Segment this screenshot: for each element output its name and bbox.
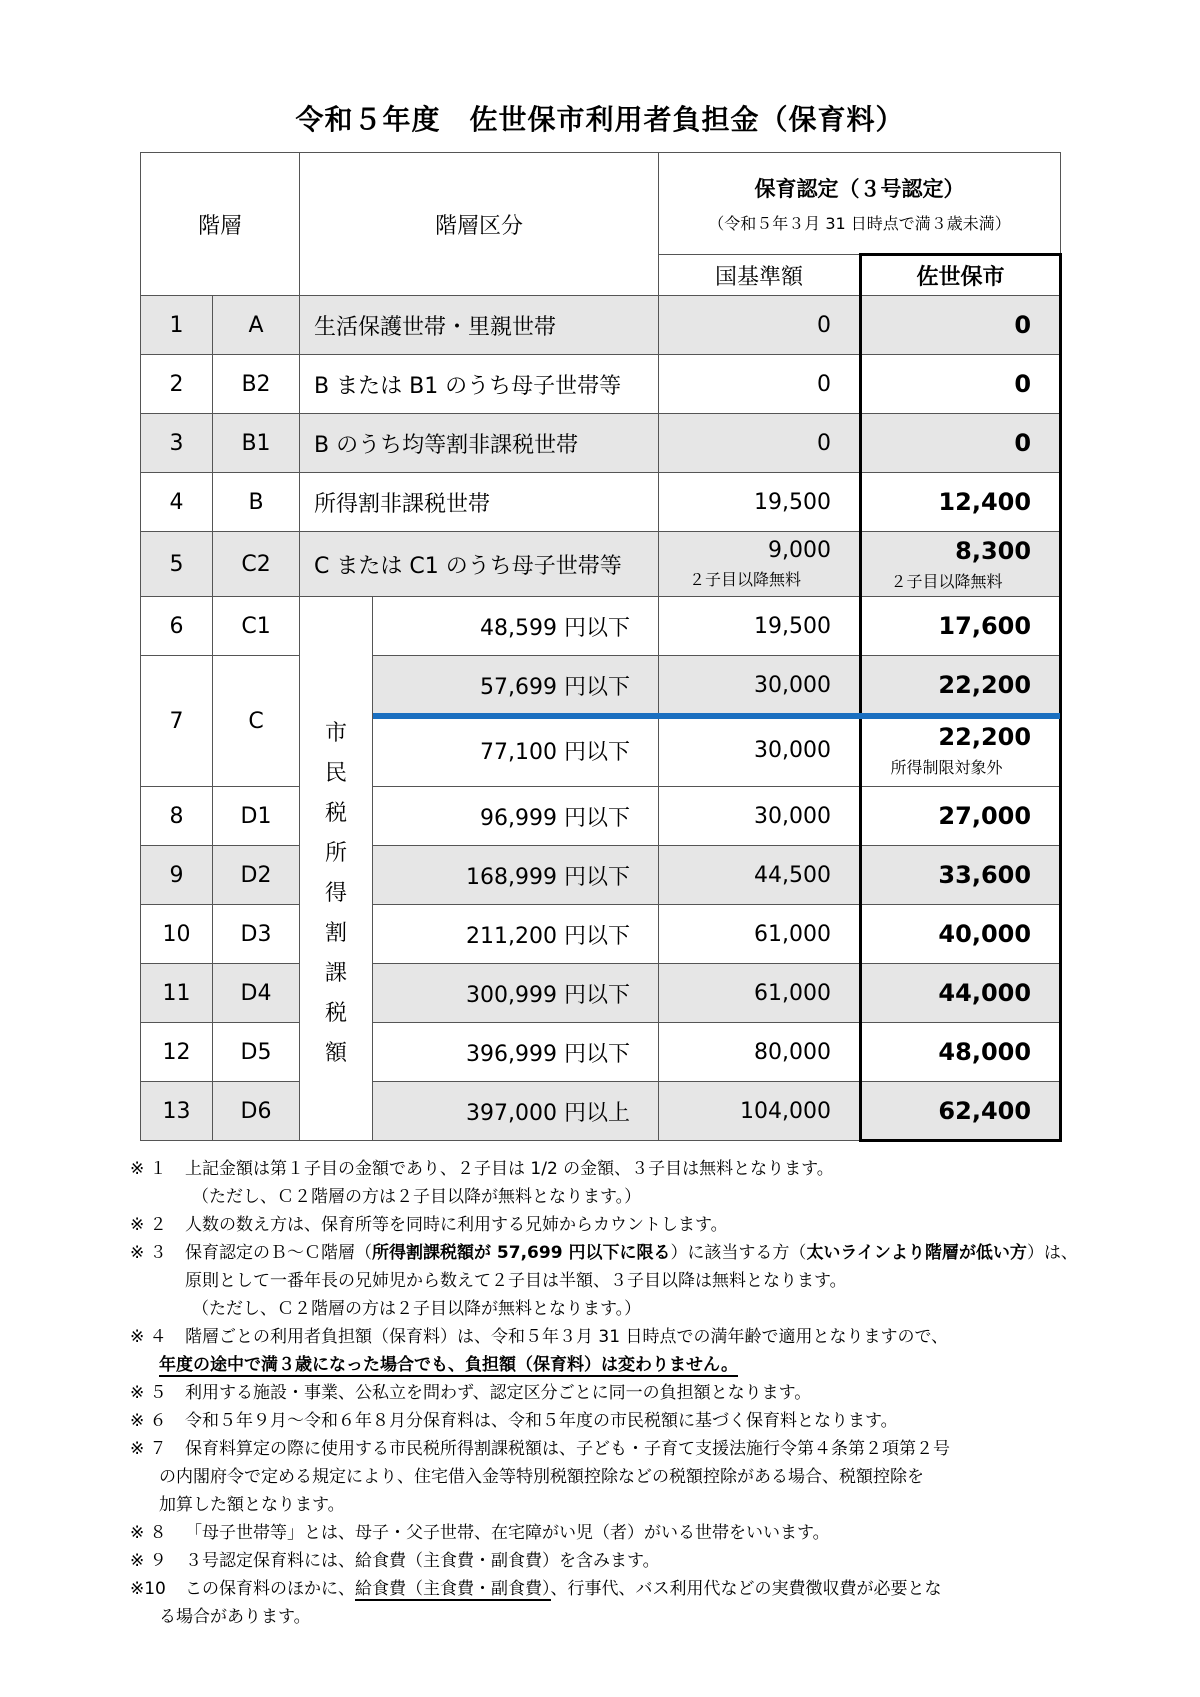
note-mark: ※ ９ — [130, 1551, 167, 1571]
row-no: 4 — [141, 473, 213, 532]
row-no: 12 — [141, 1023, 213, 1082]
row-no: 3 — [141, 414, 213, 473]
row-city: 0 — [861, 355, 1061, 414]
row-city-value: 22,200 — [938, 723, 1032, 751]
row-national: 0 — [659, 296, 861, 355]
header-city: 佐世保市 — [861, 255, 1061, 296]
note-mark: ※ ５ — [130, 1383, 167, 1403]
note-7-line2: の内閣府令で定める規定により、住宅借入金等特別税額控除などの税額控除がある場合、税額控除を — [159, 1467, 924, 1487]
note-1-sub: （ただし、Ｃ２階層の方は２子目以降が無料となります。） — [192, 1187, 642, 1207]
row-city: 12,400 — [861, 473, 1061, 532]
row-code: D3 — [213, 905, 300, 964]
row-code: C — [213, 656, 300, 787]
table-row — [141, 414, 1061, 473]
row-no: 8 — [141, 787, 213, 846]
note-10c: 、行事代、バス利用代などの実費徴収費が必要とな — [550, 1579, 942, 1599]
header-cert-title: 保育認定（３号認定） — [754, 176, 965, 201]
note-5 — [130, 1379, 1090, 1407]
table-row — [141, 656, 1061, 715]
row-amount: 396,999 円以下 — [373, 1023, 659, 1082]
vert-char: 割 — [325, 920, 348, 946]
row-national-note: ２子目以降無料 — [689, 570, 802, 589]
note-3d: 太いラインより階層 — [806, 1243, 959, 1263]
header-certification — [659, 153, 1061, 255]
note-text: ３号認定保育料には、給食費（主食費・副食費）を含みます。 — [185, 1551, 660, 1571]
note-2 — [130, 1211, 1090, 1239]
table-row — [141, 1082, 1061, 1141]
note-10 — [130, 1575, 1090, 1603]
row-national-value: 9,000 — [768, 538, 832, 563]
row-city: 17,600 — [861, 597, 1061, 656]
note-10b: 給食費（主食費・副食費） — [355, 1579, 551, 1599]
row-no: 11 — [141, 964, 213, 1023]
row-amount: 168,999 円以下 — [373, 846, 659, 905]
row-city: 0 — [861, 296, 1061, 355]
note-text: 「母子世帯等」とは、母子・父子世帯、在宅障がい児（者）がいる世帯をいいます。 — [185, 1523, 830, 1543]
row-city-note: ２子目以降無料 — [890, 571, 1003, 591]
note-mark: ※ ８ — [130, 1523, 167, 1543]
row-amount: 211,200 円以下 — [373, 905, 659, 964]
row-class: 所得割非課税世帯 — [300, 473, 659, 532]
table-row — [141, 1023, 1061, 1082]
note-text: 人数の数え方は、保育所等を同時に利用する兄姉からカウントします。 — [185, 1215, 728, 1235]
table-row — [141, 473, 1061, 532]
note-3f: ）は、原則として一番年長の兄姉児から数えて２子目は半額、３子目以降は無料となります。 — [185, 1243, 1078, 1291]
note-10-line2: る場合があります。 — [159, 1607, 311, 1627]
note-text: 上記金額は第１子目の金額であり、２子目は 1/2 の金額、３子目は無料となります。 — [185, 1159, 834, 1179]
row-code: D6 — [213, 1082, 300, 1141]
note-text: 利用する施設・事業、公私立を問わず、認定区分ごとに同一の負担額となります。 — [185, 1383, 812, 1403]
table-row — [141, 846, 1061, 905]
row-no: 13 — [141, 1082, 213, 1141]
table-row — [141, 787, 1061, 846]
row-national — [659, 532, 861, 597]
note-mark: ※ ７ — [130, 1439, 167, 1459]
row-city — [861, 532, 1061, 597]
note-3e: が低い方 — [958, 1243, 1027, 1263]
table-row — [141, 532, 1061, 597]
note-mark: ※ １ — [130, 1159, 167, 1179]
row-class: 生活保護世帯・里親世帯 — [300, 296, 659, 355]
row-no: 6 — [141, 597, 213, 656]
note-7 — [130, 1435, 1090, 1463]
header-national: 国基準額 — [659, 255, 861, 296]
table-row — [141, 355, 1061, 414]
note-mark: ※ ２ — [130, 1215, 167, 1235]
row-national: 80,000 — [659, 1023, 861, 1082]
row-national: 19,500 — [659, 473, 861, 532]
row-national: 61,000 — [659, 905, 861, 964]
row-amount: 397,000 円以上 — [373, 1082, 659, 1141]
row-amount: 77,100 円以下 — [373, 715, 659, 787]
vert-char: 額 — [325, 1040, 348, 1066]
row-no: 9 — [141, 846, 213, 905]
row-code: C2 — [213, 532, 300, 597]
note-mark: ※ ６ — [130, 1411, 167, 1431]
row-no: 2 — [141, 355, 213, 414]
row-code: D2 — [213, 846, 300, 905]
row-national: 61,000 — [659, 964, 861, 1023]
note-mark: ※ ４ — [130, 1327, 167, 1347]
row-code: B1 — [213, 414, 300, 473]
row-city — [861, 715, 1061, 787]
row-national: 0 — [659, 414, 861, 473]
note-text — [185, 1575, 1090, 1603]
note-9 — [130, 1547, 1090, 1575]
row-amount: 300,999 円以下 — [373, 964, 659, 1023]
vert-char: 民 — [325, 760, 348, 786]
row-city: 0 — [861, 414, 1061, 473]
row-amount: 48,599 円以下 — [373, 597, 659, 656]
row-code: B — [213, 473, 300, 532]
row-national: 44,500 — [659, 846, 861, 905]
note-10a: この保育料のほかに、 — [185, 1579, 355, 1599]
row-code: B2 — [213, 355, 300, 414]
row-national: 19,500 — [659, 597, 861, 656]
row-code: D1 — [213, 787, 300, 846]
note-3a: 保育認定のＢ～Ｃ階層（ — [185, 1243, 372, 1263]
row-class: B のうち均等割非課税世帯 — [300, 414, 659, 473]
row-code: A — [213, 296, 300, 355]
note-8 — [130, 1519, 1090, 1547]
row-city: 40,000 — [861, 905, 1061, 964]
note-3b: 所得割課税額が 57,699 円以下に限る — [372, 1243, 671, 1263]
page-title: 令和５年度 佐世保市利用者負担金（保育料） — [295, 103, 905, 136]
row-city-note: 所得制限対象外 — [890, 758, 1003, 777]
threshold-line — [373, 713, 1060, 719]
row-national: 104,000 — [659, 1082, 861, 1141]
notes — [130, 1155, 1090, 1631]
header-tier: 階層 — [141, 153, 300, 296]
vert-char: 税 — [325, 800, 348, 826]
fee-table — [140, 152, 1062, 1142]
vert-char: 税 — [325, 1000, 348, 1026]
row-city: 33,600 — [861, 846, 1061, 905]
note-text: 令和５年９月～令和６年８月分保育料は、令和５年度の市民税額に基づく保育料となります。 — [185, 1411, 898, 1431]
row-amount: 96,999 円以下 — [373, 787, 659, 846]
row-city-value: 8,300 — [955, 536, 1032, 565]
note-mark: ※10 — [130, 1579, 166, 1599]
row-city: 48,000 — [861, 1023, 1061, 1082]
note-3-sub: （ただし、Ｃ２階層の方は２子目以降が無料となります。） — [192, 1299, 642, 1319]
row-city: 27,000 — [861, 787, 1061, 846]
row-national: 30,000 — [659, 787, 861, 846]
row-no: 1 — [141, 296, 213, 355]
note-text — [185, 1239, 1090, 1295]
note-3 — [130, 1239, 1090, 1295]
vertical-label — [300, 597, 373, 1141]
row-city: 22,200 — [861, 656, 1061, 715]
vert-char: 市 — [325, 720, 348, 746]
note-mark: ※ ３ — [130, 1243, 167, 1263]
vert-char: 得 — [325, 880, 348, 906]
row-city: 62,400 — [861, 1082, 1061, 1141]
header-tier-class: 階層区分 — [300, 153, 659, 296]
row-national: 30,000 — [659, 656, 861, 715]
note-6 — [130, 1407, 1090, 1435]
note-text: 階層ごとの利用者負担額（保育料）は、令和５年３月 31 日時点での満年齢で適用となりますので、 — [185, 1327, 949, 1347]
note-1 — [130, 1155, 1090, 1183]
row-national: 30,000 — [659, 715, 861, 787]
header-cert-sub: （令和５年３月 31 日時点で満３歳未満） — [708, 213, 1011, 233]
note-3c: ）に該当する方（ — [670, 1243, 807, 1263]
row-class: B または B1 のうち母子世帯等 — [300, 355, 659, 414]
row-class: C または C1 のうち母子世帯等 — [300, 532, 659, 597]
row-no: 5 — [141, 532, 213, 597]
row-city: 44,000 — [861, 964, 1061, 1023]
table-row — [141, 905, 1061, 964]
row-no: 7 — [141, 656, 213, 787]
note-4 — [130, 1323, 1090, 1351]
row-amount: 57,699 円以下 — [373, 656, 659, 715]
table-row — [141, 296, 1061, 355]
row-national: 0 — [659, 355, 861, 414]
row-code: D5 — [213, 1023, 300, 1082]
vert-char: 課 — [325, 960, 348, 986]
table-row — [141, 964, 1061, 1023]
note-text: 保育料算定の際に使用する市民税所得割課税額は、子ども・子育て支援法施行令第４条第２項第２号 — [185, 1439, 950, 1459]
table-row — [141, 597, 1061, 656]
row-no: 10 — [141, 905, 213, 964]
vert-char: 所 — [325, 840, 348, 866]
row-code: C1 — [213, 597, 300, 656]
row-code: D4 — [213, 964, 300, 1023]
note-7-line3: 加算した額となります。 — [159, 1495, 345, 1515]
note-4-emphasis: 年度の途中で満３歳になった場合でも、負担額（保育料）は変わりません。 — [159, 1355, 739, 1375]
